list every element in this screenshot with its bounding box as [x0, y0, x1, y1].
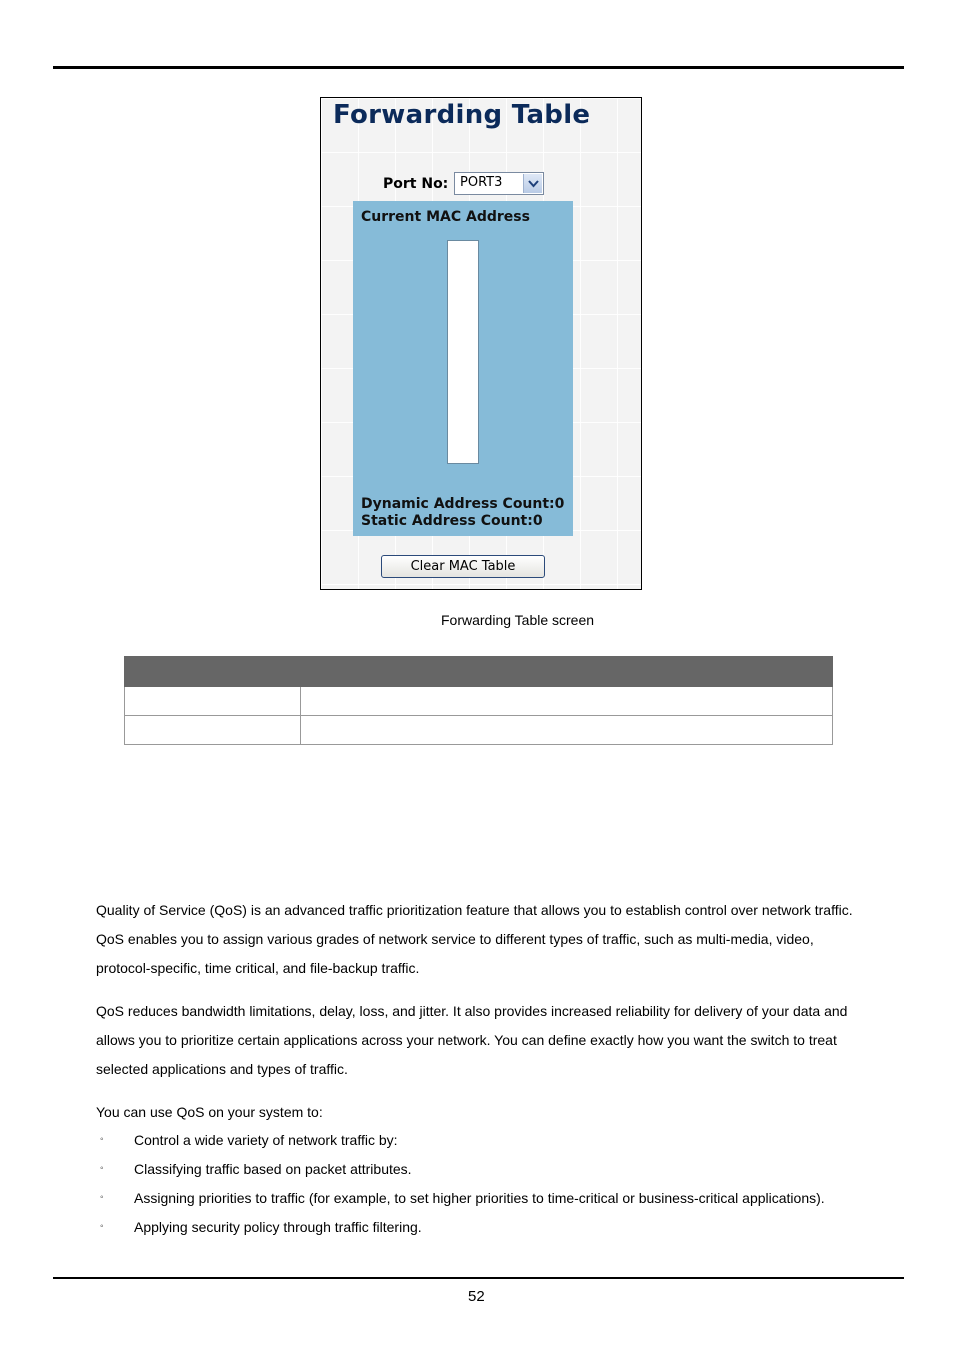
panel-title: Forwarding Table [333, 100, 591, 130]
bullet-marker: ◦ [100, 1134, 104, 1145]
table-cell [125, 716, 301, 745]
list-item-text: Classifying traffic based on packet attributes. [134, 1161, 412, 1177]
list-item-text: Applying security policy through traffic filtering. [134, 1219, 422, 1235]
table-row [125, 687, 833, 716]
dynamic-address-count: Dynamic Address Count:0 [361, 496, 565, 512]
page-number: 52 [468, 1288, 485, 1305]
header-rule [53, 66, 904, 69]
port-label: Port No: [383, 176, 449, 192]
list-item-text: Assigning priorities to traffic (for example, to set higher priorities to time-critical or business-critical applications). [134, 1190, 825, 1206]
list-item-text: Control a wide variety of network traffic by: [134, 1132, 398, 1148]
paragraph: You can use QoS on your system to: [96, 1104, 323, 1120]
paragraph: Quality of Service (QoS) is an advanced traffic prioritization feature that allows you to establish control over network traffic. QoS enables you to assign various grades of network service to different types of traffic, such as multi-media, video, protocol-specific, time critical, and file-backup traffic. [96, 902, 853, 976]
table-header-cell [125, 657, 301, 687]
current-mac-title: Current MAC Address [361, 209, 530, 225]
clear-mac-table-button[interactable]: Clear MAC Table [381, 555, 545, 578]
port-select-value: PORT3 [460, 175, 503, 190]
table-row [125, 716, 833, 745]
table-cell [301, 716, 833, 745]
footer-rule [53, 1277, 904, 1279]
table-header-cell [301, 657, 833, 687]
table-header-row [125, 657, 833, 687]
chevron-down-icon[interactable] [523, 174, 542, 193]
port-select[interactable] [454, 172, 544, 195]
bullet-marker: ◦ [100, 1163, 104, 1174]
bullet-marker: ◦ [100, 1221, 104, 1232]
table-cell [301, 687, 833, 716]
bullet-marker: ◦ [100, 1192, 104, 1203]
figure-caption: Forwarding Table screen [441, 612, 595, 628]
paragraph: QoS reduces bandwidth limitations, delay, loss, and jitter. It also provides increased reliability for delivery of your data and allows you to prioritize certain applications across your network. You can define exactly how you want the switch to treat selected applications and types of traffic. [96, 1003, 848, 1077]
current-mac-panel [353, 201, 573, 536]
table-cell [125, 687, 301, 716]
mac-address-list[interactable] [447, 240, 479, 464]
forwarding-table-screenshot [320, 97, 642, 590]
static-address-count: Static Address Count:0 [361, 513, 543, 529]
parameter-table [124, 656, 833, 745]
